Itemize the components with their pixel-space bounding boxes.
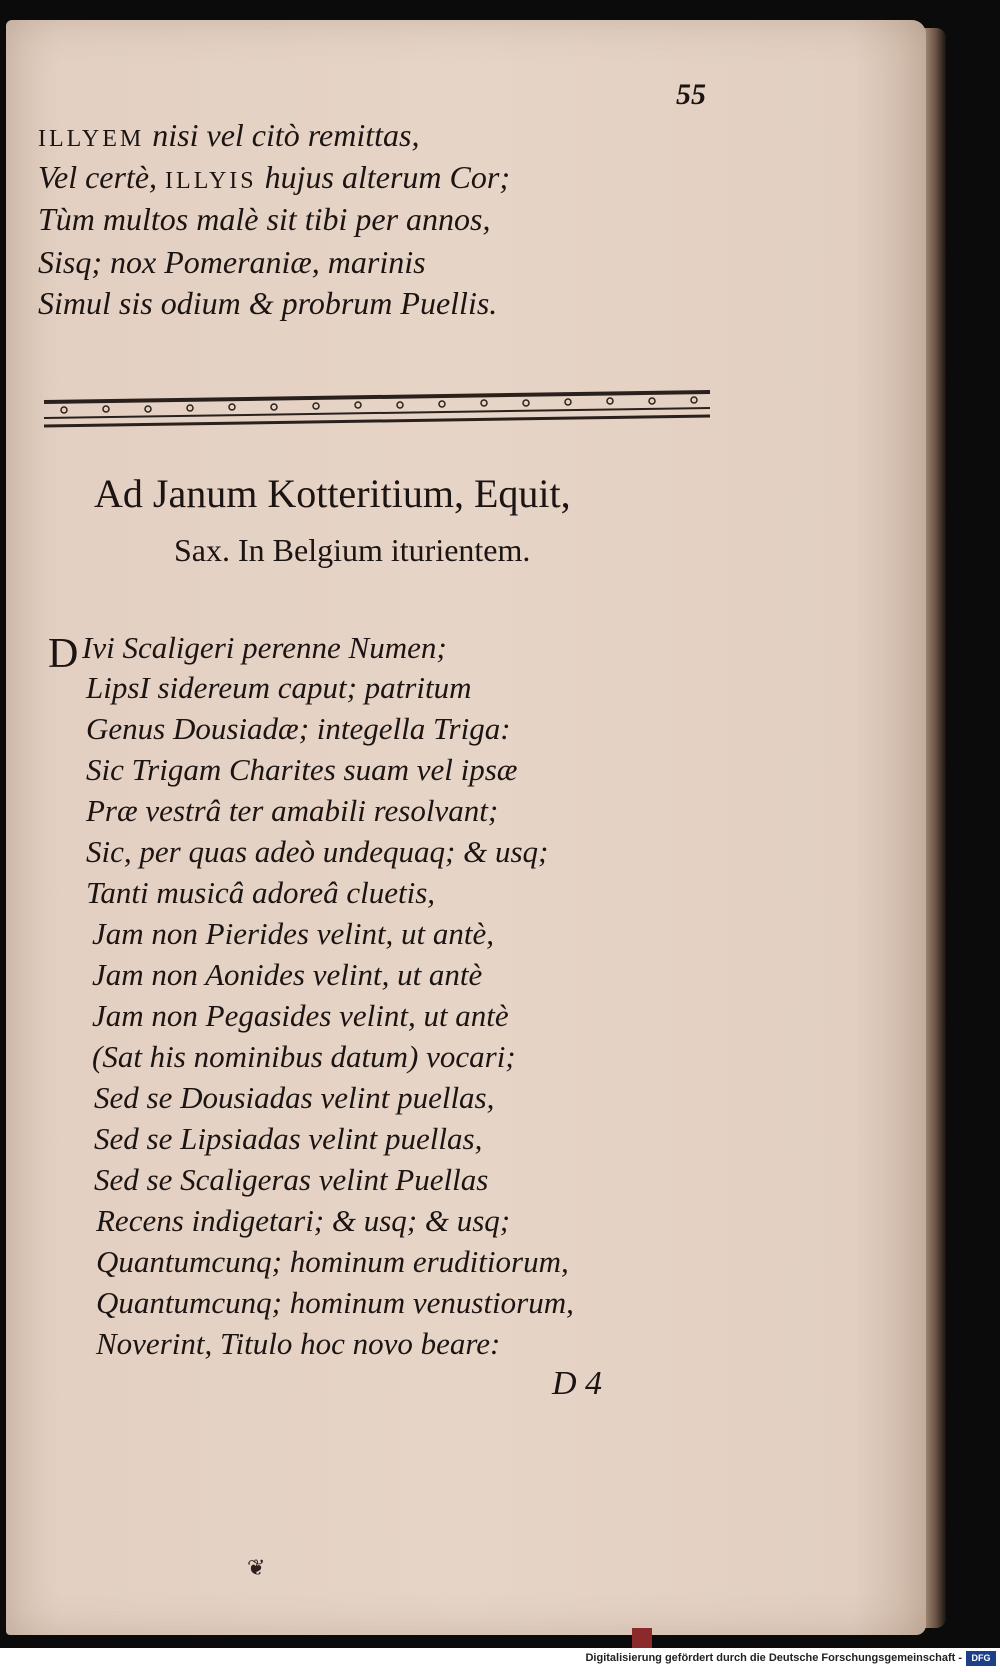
verse-text: hujus alterum Cor; <box>256 159 510 195</box>
verse-line <box>38 244 426 281</box>
poem-line: Sed se Lipsiadas velint puellas, <box>94 1121 483 1156</box>
verse-text: nisi vel citò remittas, <box>144 117 420 153</box>
poem-line: Jam non Pierides velint, ut antè, <box>92 916 495 951</box>
poem-line: (Sat his nominibus datum) vocari; <box>92 1039 516 1074</box>
dfg-logo: DFG <box>966 1651 996 1666</box>
poem-line: Noverint, Titulo hoc novo beare: <box>96 1326 501 1361</box>
verse-line <box>38 159 510 196</box>
verse-text: Vel certè, <box>38 159 166 195</box>
footer-bar <box>0 1648 1000 1672</box>
footer-credit: Digitalisierung gefördert durch die Deutsche Forschungsgemeinschaft - <box>585 1652 962 1664</box>
poem-subtitle: Sax. In Belgium iturientem. <box>174 532 531 568</box>
poem-line: Tanti musicâ adoreâ cluetis, <box>86 875 436 910</box>
poem-line: Sed se Scaligeras velint Puellas <box>94 1162 489 1197</box>
signature-mark: D 4 <box>552 1365 603 1402</box>
verse-line <box>38 117 419 154</box>
poem-line: LipsI sidereum caput; patritum <box>86 670 472 705</box>
poem-title: Ad Janum Kotteritium, Equit, <box>94 471 571 516</box>
drop-cap: D <box>48 631 79 677</box>
small-caps-word: ILLYEM <box>38 126 145 152</box>
poem-line: Præ vestrâ ter amabili resolvant; <box>86 793 499 828</box>
verse-text: Sisq; nox Pomeraniæ, marinis <box>38 244 426 280</box>
small-caps-word: ILLYIS <box>165 168 257 194</box>
poem-line: Quantumcunq; hominum eruditiorum, <box>96 1244 569 1279</box>
verse-text: Simul sis odium & probrum Puellis. <box>38 285 498 321</box>
ornament-icon: ❦ <box>247 1556 266 1581</box>
page-number: 55 <box>676 78 706 111</box>
poem-line: Quantumcunq; hominum venustiorum, <box>96 1285 574 1320</box>
bookmark-ribbon <box>632 1628 652 1648</box>
poem-line: Recens indigetari; & usq; & usq; <box>96 1203 511 1238</box>
poem-line: Sed se Dousiadas velint puellas, <box>94 1080 495 1115</box>
ornamental-divider <box>44 382 710 430</box>
poem-line: Ivi Scaligeri perenne Numen; <box>82 630 447 665</box>
verse-line <box>38 285 497 322</box>
poem-line: Jam non Pegasides velint, ut antè <box>92 998 509 1033</box>
verse-text: Tùm multos malè sit tibi per annos, <box>38 201 491 237</box>
poem-line: Sic Trigam Charites suam vel ipsæ <box>86 752 518 787</box>
poem-line: Sic, per quas adeò undequaq; & usq; <box>86 834 549 869</box>
poem-line: Jam non Aonides velint, ut antè <box>92 957 483 992</box>
verse-line <box>38 201 490 238</box>
poem-line: Genus Dousiadæ; integella Triga: <box>86 711 511 746</box>
